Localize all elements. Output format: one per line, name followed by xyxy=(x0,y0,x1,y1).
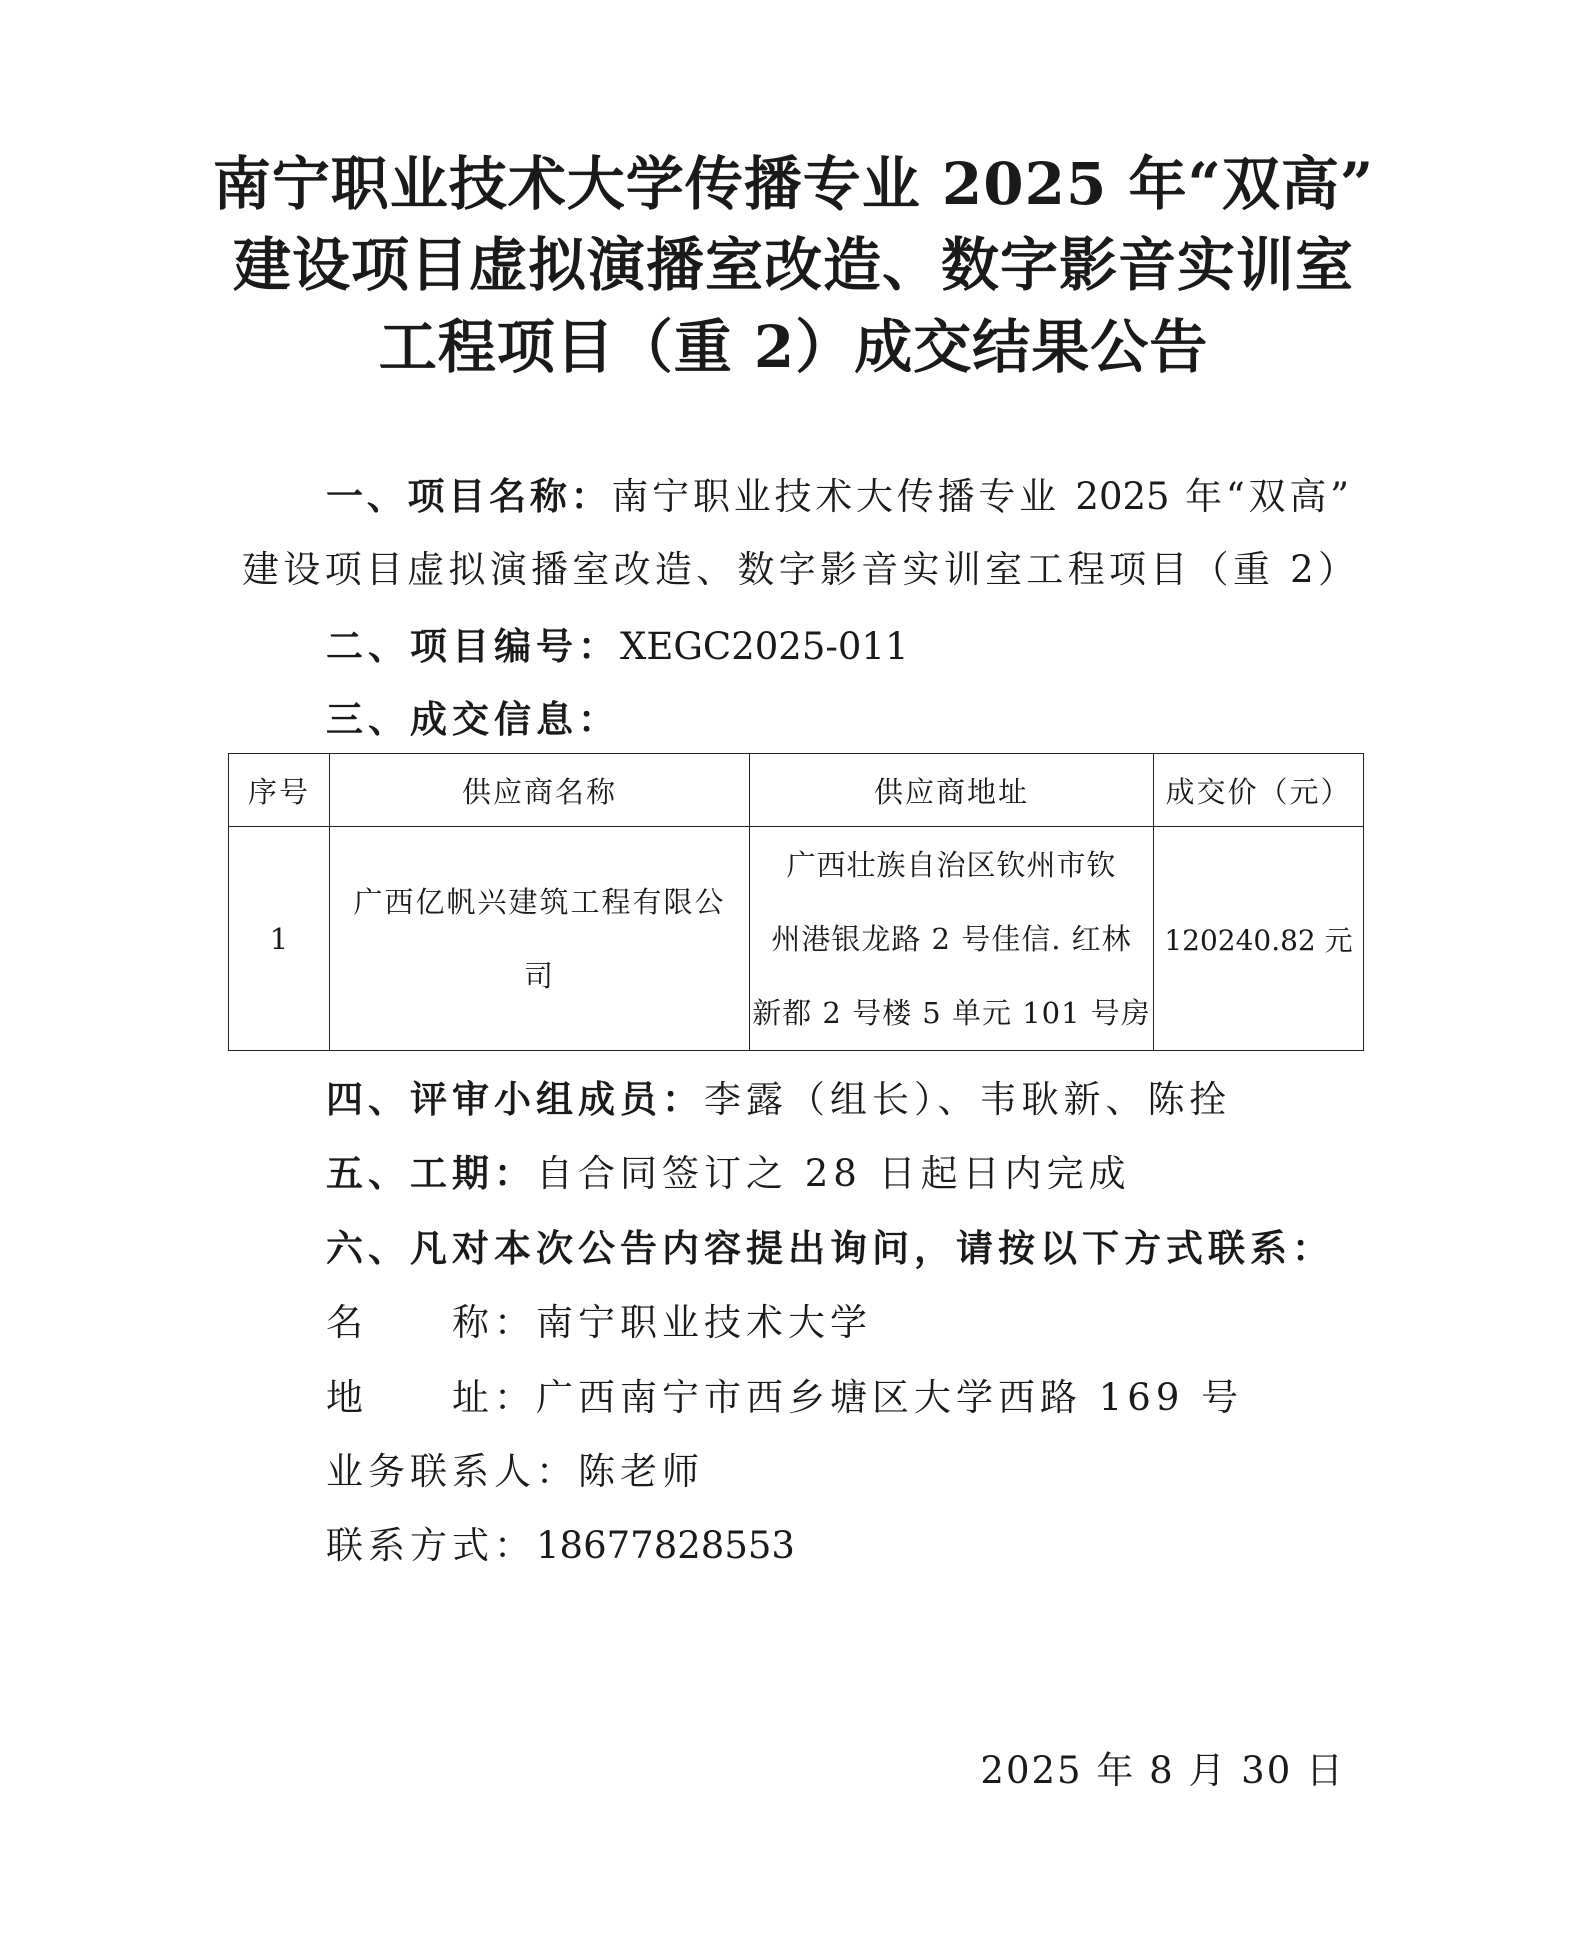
contact-name-label: 名 称： xyxy=(326,1301,536,1344)
cell-seq: 1 xyxy=(229,827,330,1051)
cell-supplier-address xyxy=(750,827,1154,1051)
title-line-1: 南宁职业技术大学传播专业 2025 年“双高” xyxy=(212,150,1375,218)
title-line-2: 建设项目虚拟演播室改造、数字影音实训室 xyxy=(232,231,1354,299)
cell-price: 120240.82 元 xyxy=(1154,827,1364,1051)
header-seq: 序号 xyxy=(229,754,330,827)
contact-address-label: 地 址： xyxy=(326,1376,536,1419)
project-number-line xyxy=(326,616,909,677)
project-name-line-1 xyxy=(326,466,1349,526)
supplier-address-line-2: 州港银龙路 2 号佳信. 红林 xyxy=(771,921,1132,956)
title-line-3: 工程项目（重 2）成交结果公告 xyxy=(378,313,1209,381)
header-price: 成交价（元） xyxy=(1154,754,1364,827)
duration-value: 自合同签订之 28 日起日内完成 xyxy=(536,1152,1131,1195)
review-panel-label: 四、评审小组成员： xyxy=(326,1077,704,1121)
supplier-name-line-2: 司 xyxy=(523,958,555,993)
supplier-name-line-1: 广西亿帆兴建筑工程有限公 xyxy=(353,884,726,919)
contact-address-line xyxy=(326,1368,1243,1428)
deal-info-label: 三、成交信息： xyxy=(326,697,620,741)
inquiry-label: 六、凡对本次公告内容提出询问，请按以下方式联系： xyxy=(326,1226,1334,1270)
project-name-value-1: 南宁职业技术大传播专业 2025 年“双高” xyxy=(611,475,1349,518)
table-header-row xyxy=(229,754,1364,827)
contact-person-value: 陈老师 xyxy=(578,1450,704,1493)
contact-person-label: 业务联系人： xyxy=(326,1450,578,1493)
table-row xyxy=(229,827,1364,1051)
supplier-address-line-3: 新都 2 号楼 5 单元 101 号房 xyxy=(752,995,1151,1030)
project-number-value: XEGC2025-011 xyxy=(620,625,909,668)
announcement-date: 2025 年 8 月 30 日 xyxy=(980,1749,1345,1792)
header-supplier-address: 供应商地址 xyxy=(750,754,1154,827)
project-number-label: 二、项目编号： xyxy=(326,624,620,668)
review-panel-value: 李露（组长）、韦耿新、陈拴 xyxy=(704,1078,1232,1121)
duration-label: 五、工期： xyxy=(326,1151,536,1195)
deal-table-container xyxy=(228,753,1363,1051)
project-name-line-2 xyxy=(242,540,1355,600)
supplier-address-line-1: 广西壮族自治区钦州市钦 xyxy=(786,847,1117,882)
project-name-label: 一、项目名称： xyxy=(326,474,612,518)
contact-phone-line xyxy=(326,1516,795,1576)
deal-table xyxy=(228,753,1364,1051)
review-panel-line xyxy=(326,1069,1232,1130)
cell-supplier-name xyxy=(330,827,750,1051)
contact-name-value: 南宁职业技术大学 xyxy=(536,1301,872,1344)
contact-address-value: 广西南宁市西乡塘区大学西路 169 号 xyxy=(536,1376,1244,1419)
project-name-value-2: 建设项目虚拟演播室改造、数字影音实训室工程项目（重 2） xyxy=(242,548,1355,591)
duration-line xyxy=(326,1143,1131,1204)
contact-person-line xyxy=(326,1442,704,1502)
contact-phone-label: 联系方式： xyxy=(326,1524,536,1567)
header-supplier-name: 供应商名称 xyxy=(330,754,750,827)
contact-name-line xyxy=(326,1293,872,1353)
contact-phone-value: 18677828553 xyxy=(536,1524,795,1567)
